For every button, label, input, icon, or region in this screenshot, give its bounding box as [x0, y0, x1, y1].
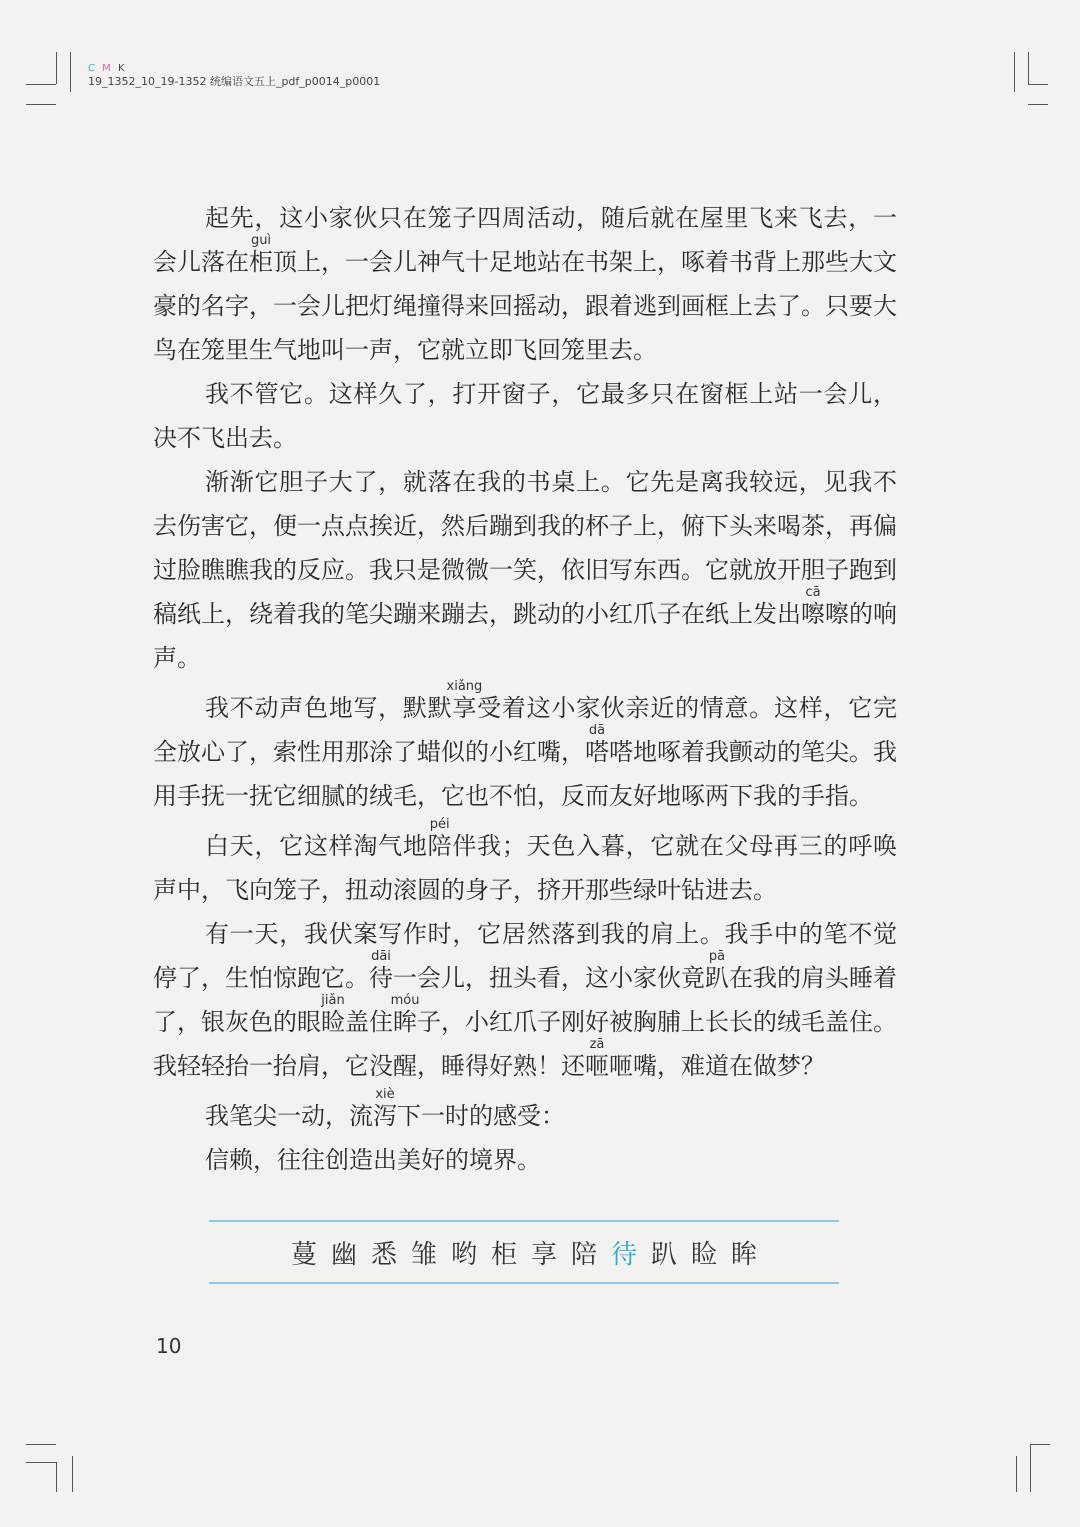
annotated-char: 嗒dā [585, 723, 609, 766]
new-characters-list [209, 1220, 839, 1284]
annotated-char: 待dāi [369, 949, 393, 992]
file-code: 19_1352_10_19-1352 统编语文五上_pdf_p0014_p0001 [88, 75, 381, 88]
new-character: 悉 [370, 1239, 397, 1270]
divider [209, 1282, 839, 1284]
new-character: 待 [610, 1239, 637, 1270]
page-number: 10 [156, 1334, 182, 1358]
new-character: 柜 [490, 1239, 517, 1270]
crop-mark-top-right [1028, 84, 1048, 85]
crop-mark-bottom-left [56, 1462, 57, 1492]
annotated-char: 眸móu [390, 993, 420, 1036]
new-character: 蔓 [290, 1239, 317, 1270]
crop-mark-top-left [26, 104, 56, 105]
paragraph: 渐渐它胆子大了，就落在我的书桌上。它先是离我较远，见我不去伤害它，便一点点挨近，然后蹦到我的杯子上，俯下头来喝茶，再偏过脸瞧瞧我的反应。我只是微微一笑，依旧写东西。它就放开胆子跑到稿纸上，绕着我的笔尖蹦来蹦去，跳动的小红爪子在纸上发出嚓cā嚓的响声。 [153, 468, 897, 672]
annotated-char: 睑jiǎn [321, 993, 345, 1036]
paragraph: 我不管它。这样久了，打开窗子，它最多只在窗框上站一会儿，决不飞出去。 [153, 380, 897, 452]
new-character: 享 [530, 1239, 557, 1270]
new-characters-box [209, 1220, 839, 1284]
paragraph: 有一天，我伏案写作时，它居然落到我的肩上。我手中的笔不觉停了，生怕惊跑它。待dāi一会儿，扭头看，这小家伙竟趴pā在我的肩头睡着了，银灰色的眼睑jiǎn盖住眸móu子，小红爪子刚好被胸脯上长长的绒毛盖住。我轻轻抬一抬肩，它没醒，睡得好熟！还咂zā咂嘴，难道在做梦？ [153, 920, 897, 1080]
annotated-char: 泻xiè [373, 1087, 397, 1130]
paragraph: 我不动声色地写，默默享xiǎng受着这小家伙亲近的情意。这样，它完全放心了，索性用那涂了蜡似的小红嘴，嗒dā嗒地啄着我颤动的笔尖。我用手抚一抚它细腻的绒毛，它也不怕，反而友好地啄两下我的手指。 [153, 679, 897, 810]
new-character: 陪 [570, 1239, 597, 1270]
crop-mark-bottom-right [1016, 1456, 1017, 1492]
paragraph: 起先，这小家伙只在笼子四周活动，随后就在屋里飞来飞去，一会儿落在柜guì顶上，一会儿神气十足地站在书架上，啄着书背上那些大文豪的名字，一会儿把灯绳撞得来回摇动，跟着逃到画框上去了。只要大鸟在笼里生气地叫一声，它就立即飞回笼里去。 [153, 204, 897, 364]
crop-mark-top-left [70, 52, 71, 92]
paragraph: 我笔尖一动，流泻xiè下一时的感受： [205, 1087, 565, 1130]
print-job-code [88, 62, 380, 88]
paragraph: 白天，它这样淘气地陪péi伴我；天色入暮，它就在父母再三的呼唤声中，飞向笼子，扭动滚圆的身子，挤开那些绿叶钻进去。 [153, 817, 898, 904]
new-character: 雏 [410, 1239, 437, 1270]
crop-mark-top-left [26, 84, 56, 85]
crop-mark-top-left [56, 52, 57, 84]
paragraph: 信赖，往往创造出美好的境界。 [205, 1146, 541, 1174]
story-text [153, 196, 897, 1182]
annotated-char: 享xiǎng [446, 679, 483, 722]
annotated-char: 陪péi [427, 817, 453, 860]
new-character: 眸 [730, 1239, 757, 1270]
annotated-char: 柜guì [249, 233, 273, 276]
cmyk-marks: C M K [88, 63, 127, 74]
new-character: 哟 [450, 1239, 477, 1270]
crop-mark-bottom-left [72, 1456, 73, 1492]
crop-mark-bottom-right [1030, 1444, 1031, 1492]
annotated-char: 咂zā [585, 1037, 609, 1080]
annotated-char: 嚓cā [801, 585, 825, 628]
crop-mark-top-right [1028, 52, 1029, 84]
crop-mark-bottom-left [26, 1462, 56, 1463]
crop-mark-top-right [1028, 104, 1048, 105]
new-character: 幽 [330, 1239, 357, 1270]
new-character: 睑 [690, 1239, 717, 1270]
crop-mark-top-right [1014, 52, 1015, 92]
annotated-char: 趴pā [705, 949, 729, 992]
new-character: 趴 [650, 1239, 677, 1270]
crop-mark-bottom-right [1030, 1444, 1050, 1445]
crop-mark-bottom-left [26, 1444, 56, 1445]
